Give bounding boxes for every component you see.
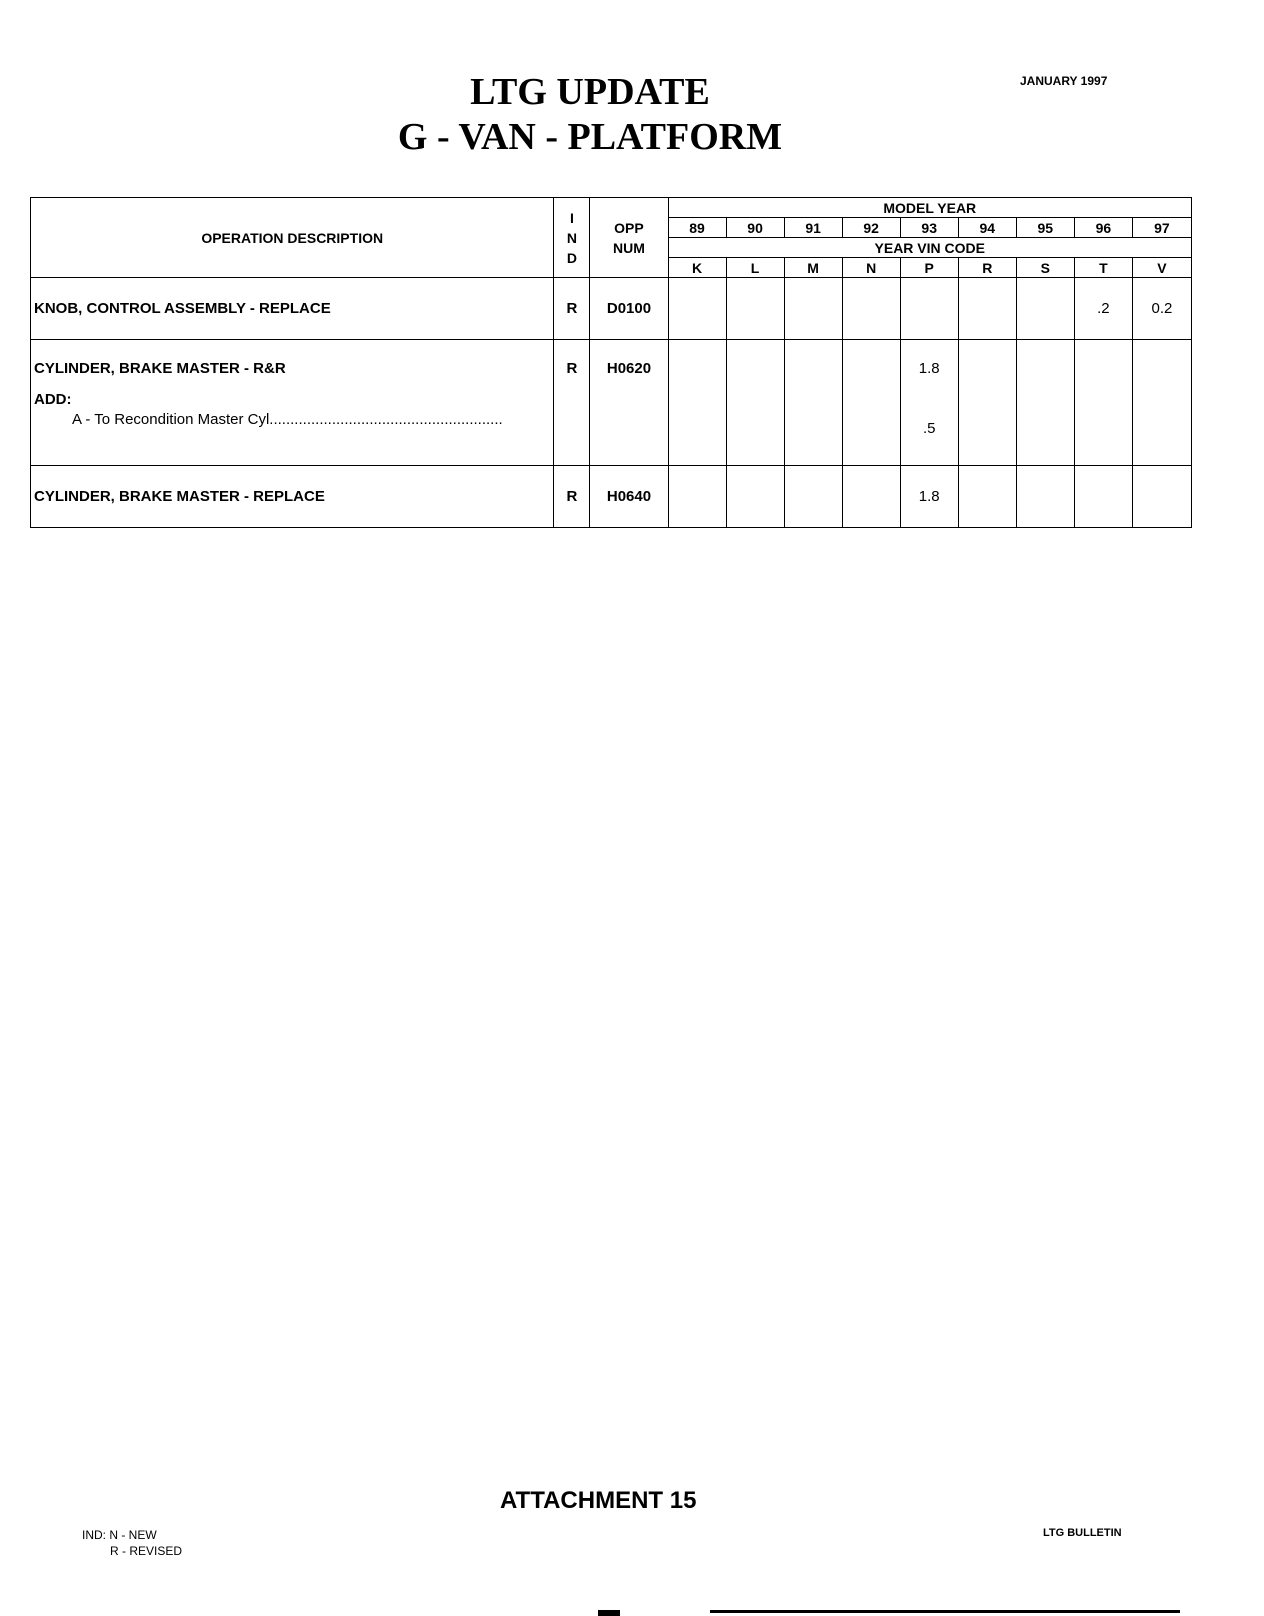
time-value: 1.8 [900, 466, 958, 528]
ind-value: R [554, 466, 590, 528]
add-label: ADD: [34, 391, 72, 408]
time-value: .2 [1074, 278, 1132, 340]
vin-cell: N [842, 258, 900, 278]
time-value-stack [900, 340, 958, 466]
year-cell: 91 [784, 218, 842, 238]
footer-mark [598, 1610, 620, 1616]
vin-cell: T [1074, 258, 1132, 278]
table-row [31, 340, 1192, 466]
time-value [1074, 340, 1132, 466]
year-cell: 94 [958, 218, 1016, 238]
table-row [31, 466, 1192, 528]
vin-cell: R [958, 258, 1016, 278]
bulletin-label: LTG BULLETIN [1043, 1527, 1122, 1539]
vin-cell: V [1132, 258, 1191, 278]
vin-cell: L [726, 258, 784, 278]
table-row [31, 278, 1192, 340]
ind-legend [82, 1527, 182, 1559]
year-cell: 92 [842, 218, 900, 238]
time-value [668, 466, 726, 528]
time-value [784, 466, 842, 528]
time-value [842, 278, 900, 340]
attachment-label: ATTACHMENT 15 [500, 1487, 697, 1514]
ind-legend-new: IND: N - NEW [82, 1528, 157, 1542]
header-ind: I N D [554, 198, 590, 278]
page-title: LTG UPDATE [470, 71, 710, 113]
vin-cell: S [1016, 258, 1074, 278]
time-value [1016, 278, 1074, 340]
year-cell: 96 [1074, 218, 1132, 238]
time-value [900, 278, 958, 340]
operation-description: CYLINDER, BRAKE MASTER - R&R [34, 360, 286, 377]
opp-number: H0640 [590, 466, 668, 528]
time-value: 0.2 [1132, 278, 1191, 340]
header-model-year: MODEL YEAR [668, 198, 1192, 218]
time-value [784, 278, 842, 340]
vin-cell: M [784, 258, 842, 278]
year-cell: 90 [726, 218, 784, 238]
time-value [726, 340, 784, 466]
time-value: 1.8 [918, 360, 940, 377]
time-value [1132, 466, 1191, 528]
time-value [726, 278, 784, 340]
time-value [958, 466, 1016, 528]
time-value [1016, 466, 1074, 528]
opp-number: D0100 [590, 278, 668, 340]
ind-value: R [554, 340, 590, 466]
ind-value: R [554, 278, 590, 340]
time-value [1074, 466, 1132, 528]
header-opp-num: OPP NUM [590, 198, 668, 278]
time-value [726, 466, 784, 528]
year-cell: 95 [1016, 218, 1074, 238]
year-cell: 89 [668, 218, 726, 238]
time-value [668, 278, 726, 340]
time-value [842, 340, 900, 466]
page-subtitle: G - VAN - PLATFORM [397, 116, 783, 158]
header-operation-description: OPERATION DESCRIPTION [31, 198, 554, 278]
time-value [784, 340, 842, 466]
time-value [958, 340, 1016, 466]
operation-description-block [31, 340, 554, 466]
operation-description: CYLINDER, BRAKE MASTER - REPLACE [31, 466, 554, 528]
operation-description: KNOB, CONTROL ASSEMBLY - REPLACE [31, 278, 554, 340]
time-value [668, 340, 726, 466]
time-value [842, 466, 900, 528]
year-cell: 97 [1132, 218, 1191, 238]
labor-time-table [30, 197, 1192, 528]
time-value [958, 278, 1016, 340]
opp-number: H0620 [590, 340, 668, 466]
time-value [1016, 340, 1074, 466]
header-vin-code: YEAR VIN CODE [668, 238, 1192, 258]
add-line: A - To Recondition Master Cyl........................................................ [72, 411, 503, 428]
vin-cell: K [668, 258, 726, 278]
vin-cell: P [900, 258, 958, 278]
document-date: JANUARY 1997 [1020, 74, 1108, 88]
ind-legend-revised: R - REVISED [110, 1544, 183, 1558]
time-value [1132, 340, 1191, 466]
add-time-value: .5 [922, 420, 936, 437]
year-cell: 93 [900, 218, 958, 238]
footer-rule [710, 1610, 1180, 1613]
